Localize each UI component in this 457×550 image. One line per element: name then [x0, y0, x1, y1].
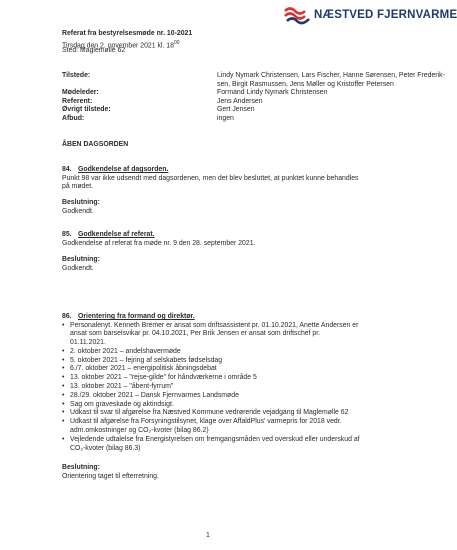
bullet-line: Vejledende udtalelse fra Energistyrelsen om fremgangsmåden ved overskud eller underskud af [70, 435, 360, 443]
section-84-body-1: Punkt 98 var ikke udsendt med dagsordenen, men det blev besluttet, at punktet kunne behandles [62, 174, 359, 182]
bullet-line: CO₂-kvoter (bilag 86.3) [70, 444, 141, 452]
bullet-line: adm.omkostninger og CO₂-kvoter (bilag 86.2) [70, 427, 209, 435]
section-86-heading [62, 313, 195, 322]
section-86-decision: Orientering taget til efterretning. [62, 472, 159, 480]
chair-value: Formand Lindy Nymark Christensen [217, 89, 328, 96]
list-item [62, 436, 382, 454]
chair-label: Mødeleder: [62, 89, 99, 96]
absent-value: ingen [217, 114, 234, 122]
others-present-value: Gert Jensen [217, 106, 255, 113]
company-logo [283, 6, 457, 24]
logo-text: NÆSTVED FJERNVARME [314, 9, 457, 21]
bullet-icon: • [62, 391, 65, 399]
bullet-line: Udkast til afgørelse fra Forsyningstilsynet, klage over AffaldPlus' varmepris for 2018 vedr. [70, 418, 342, 426]
section-85-decision-label: Beslutning: [62, 256, 100, 263]
section-84-decision: Godkendt. [62, 207, 94, 215]
section-84-body-2: på mødet. [62, 183, 94, 190]
list-item [62, 392, 382, 401]
list-item [62, 401, 382, 410]
agenda-heading: ÅBEN DAGSORDEN [62, 141, 129, 148]
section-84-title: Godkendelse af dagsorden. [78, 166, 169, 173]
bullet-line: 13. oktober 2021 – "åbent-fyrrum" [70, 383, 174, 391]
bullet-line: 28./29. oktober 2021 – Dansk Fjernvarmes Landsmøde [70, 391, 239, 399]
bullet-line: 2. oktober 2021 – andelshavermøde [70, 347, 181, 355]
list-item [62, 383, 382, 392]
bullet-line: 5. oktober 2021 – fejring af selskabets fødselsdag [70, 356, 223, 364]
list-item [62, 322, 382, 348]
list-item [62, 409, 382, 418]
section-84-number: 84. [62, 166, 72, 173]
bullet-icon: • [62, 365, 65, 373]
section-86-title: Orientering fra formand og direktør. [78, 313, 195, 320]
page-number: 1 [206, 532, 210, 539]
attendees-line-1: Lindy Nymark Christensen, Lars Fischer, Hanne Sørensen, Peter Frederik- [217, 72, 445, 79]
list-item [62, 348, 382, 357]
list-item [62, 418, 382, 436]
section-85-decision: Godkendt. [62, 264, 94, 272]
bullet-line: Sag om graveskade og aktindsigt. [70, 400, 174, 408]
minutes-taker-label: Referent: [62, 97, 93, 105]
section-85-heading [62, 231, 155, 240]
meeting-date-text: Tirsdag den 2. november 2021 kl. 18 [62, 41, 174, 49]
bullet-icon: • [62, 383, 65, 391]
attendees-line-2: sen, Birgit Rasmussen, Jens Møller og Kristoffer Petersen [217, 80, 394, 88]
bullet-icon: • [62, 374, 65, 382]
section-85-number: 85. [62, 231, 72, 238]
bullet-icon: • [62, 347, 65, 355]
section-84-decision-label: Beslutning: [62, 199, 100, 206]
list-item [62, 374, 382, 383]
bullet-icon: • [62, 435, 65, 443]
flame-wave-icon [283, 6, 311, 24]
bullet-line: ansat som barselsvikar pr. 04.10.2021, Per Brik Jensen er ansat som driftschef pr. [70, 330, 321, 338]
bullet-line: 01.11.2021. [70, 339, 106, 347]
section-85-body-1: Godkendelse af referat fra møde nr. 9 den 28. september 2021. [62, 239, 256, 247]
minutes-taker-value: Jens Andersen [217, 97, 263, 105]
bullet-line: Personalenyt. Kenneth Bremer er ansat som driftsassistent pr. 01.10.2021, Anette Andersen er [70, 321, 359, 329]
section-86-decision-label: Beslutning: [62, 464, 100, 471]
absent-label: Afbud: [62, 114, 85, 122]
section-84-heading [62, 166, 168, 175]
section-86-bullet-list [62, 322, 382, 454]
meeting-time-sup: 00 [173, 39, 180, 46]
meeting-place: Sted: Maglemølle 62 [62, 47, 126, 54]
bullet-line: 13. oktober 2021 – "rejse-gilde" for håndværkerne i område 5 [70, 374, 257, 382]
bullet-icon: • [62, 409, 65, 417]
others-present-label: Øvrigt tilstede: [62, 106, 111, 113]
section-86-number: 86. [62, 313, 72, 320]
bullet-line: 6./7. oktober 2021 – energipolitisk åbningsdebat [70, 365, 217, 373]
attendees-label: Tilstede: [62, 72, 91, 79]
list-item [62, 365, 382, 374]
document-title: Referat fra bestyrelsesmøde nr. 10-2021 [62, 30, 193, 37]
bullet-icon: • [62, 356, 65, 364]
bullet-icon: • [62, 400, 65, 408]
bullet-line: Udkast til svar til afgørelse fra Næstved Kommune vedrørende vejadgang til Maglemølle 62 [70, 409, 349, 417]
bullet-icon: • [62, 418, 65, 426]
section-85-title: Godkendelse af referat. [78, 231, 155, 238]
bullet-icon: • [62, 321, 65, 329]
